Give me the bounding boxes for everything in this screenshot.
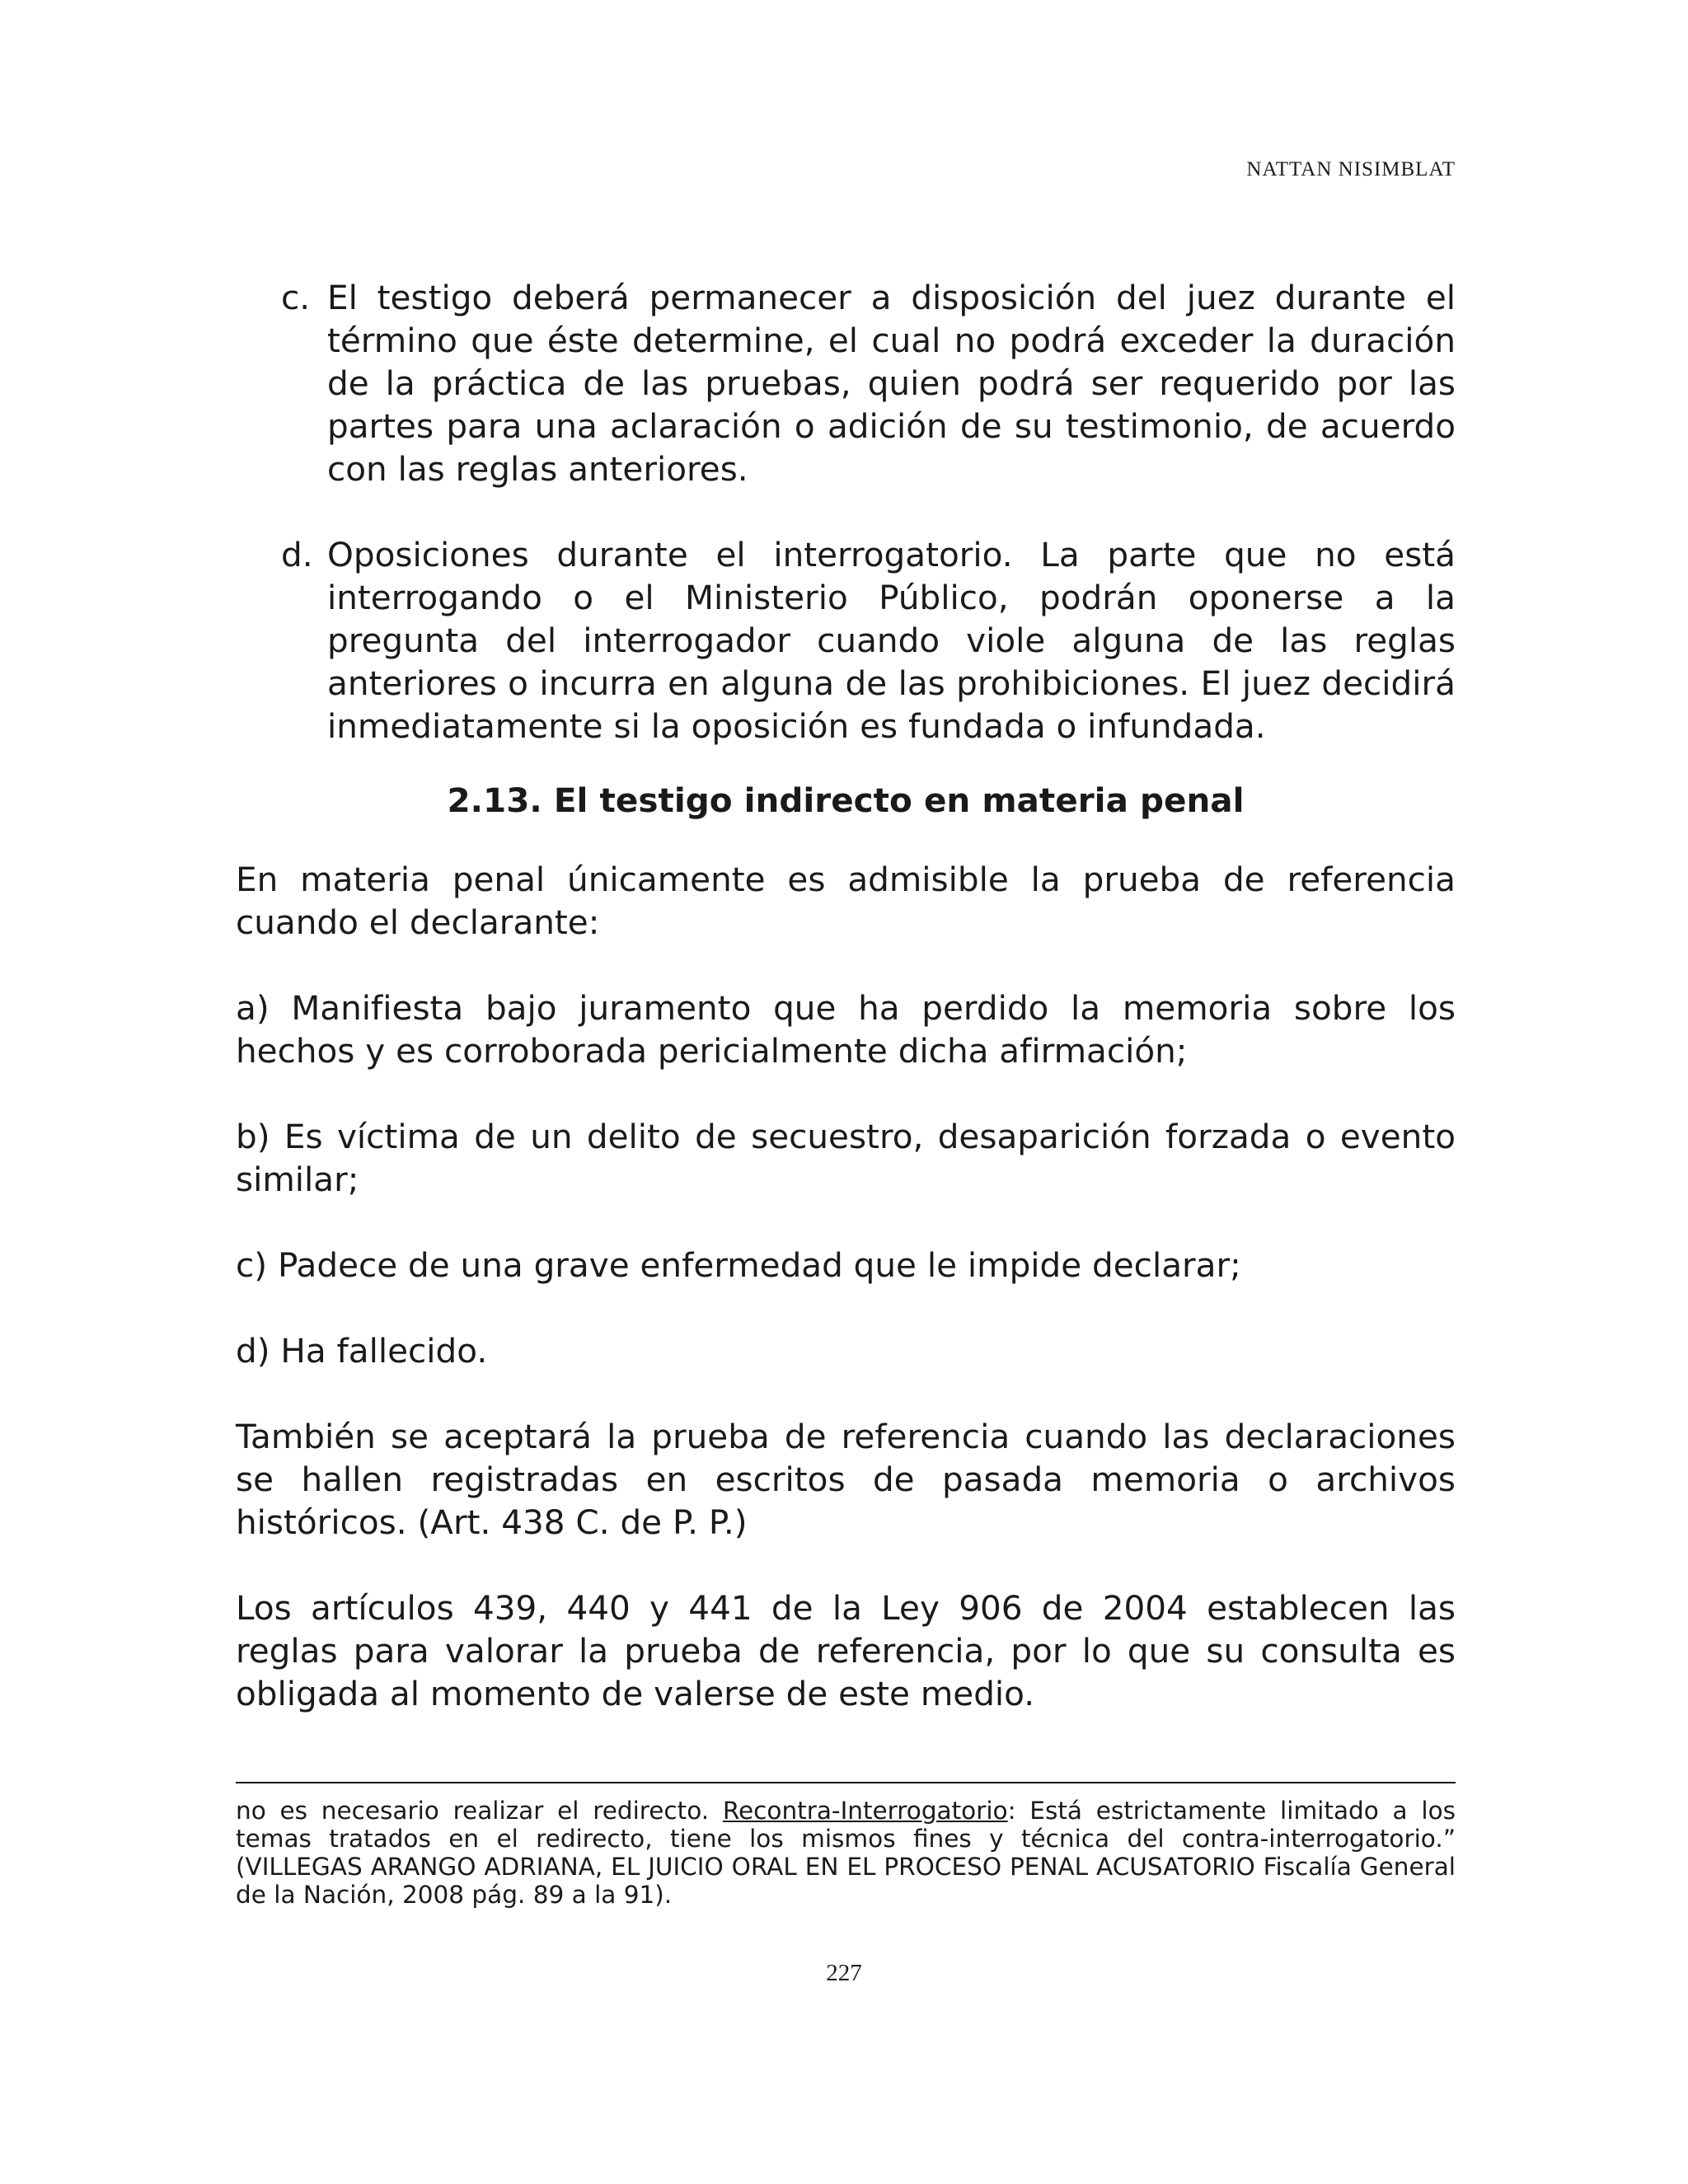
list-marker: d. xyxy=(281,535,313,574)
paragraph: a) Manifiesta bajo juramento que ha perdido la memoria sobre los hechos y es corroborada pericialmente dicha afirmación; xyxy=(236,988,1456,1071)
paragraph: En materia penal únicamente es admisible la prueba de referencia cuando el declarante: xyxy=(236,860,1456,942)
list-item-c xyxy=(281,276,1456,490)
footnote-separator xyxy=(236,1782,1456,1783)
list-item-d xyxy=(281,533,1456,748)
page-body xyxy=(236,276,1456,1715)
footnote xyxy=(236,1797,1456,1909)
section-heading: 2.13. El testigo indirecto en materia penal xyxy=(447,780,1245,820)
footnote-text: no es necesario realizar el redirecto. xyxy=(236,1797,723,1825)
list-marker: c. xyxy=(281,278,311,317)
paragraph: c) Padece de una grave enfermedad que le impide declarar; xyxy=(236,1245,1241,1285)
list-item-text: Oposiciones durante el interrogatorio. La parte que no está interrogando o el Ministerio Público, podrán oponerse a la pregunta del interrogador cuando viole alguna de las reglas anteriores o incurra en alguna de las prohibiciones. El juez decidirá inmediatamente si la oposición es fundada o infundada. xyxy=(327,535,1456,746)
paragraph: b) Es víctima de un delito de secuestro, desaparición forzada o evento similar; xyxy=(236,1117,1456,1199)
running-header-author: NATTAN NISIMBLAT xyxy=(1246,158,1456,180)
paragraph: Los artículos 439, 440 y 441 de la Ley 906 de 2004 establecen las reglas para valorar la prueba de referencia, por lo que su consulta es obligada al momento de valerse de este medio. xyxy=(236,1588,1456,1713)
list-item-text: El testigo deberá permanecer a disposición del juez durante el término que éste determine, el cual no podrá exceder la duración de la práctica de las pruebas, quien podrá ser requerido por las partes para una aclaración o adición de su testimonio, de acuerdo con las reglas anteriores. xyxy=(327,278,1456,489)
page-number: 227 xyxy=(826,1960,862,1986)
paragraph: d) Ha fallecido. xyxy=(236,1331,488,1371)
footnote-text: : Está estrictamente limitado a los temas tratados en el redirecto, tiene los mismos fines y técnica del contra-interrogatorio.” (VILLEGAS ARANGO ADRIANA, EL JUICIO ORAL EN EL PROCESO PENAL ACUSATORIO Fiscalía General de la Nación, 2008 pág. 89 a la 91). xyxy=(236,1797,1456,1909)
paragraph: También se aceptará la prueba de referencia cuando las declaraciones se hallen registradas en escritos de pasada memoria o archivos históricos. (Art. 438 C. de P. P.) xyxy=(236,1417,1456,1542)
footnote-term: Recontra-Interrogatorio xyxy=(722,1797,1008,1825)
